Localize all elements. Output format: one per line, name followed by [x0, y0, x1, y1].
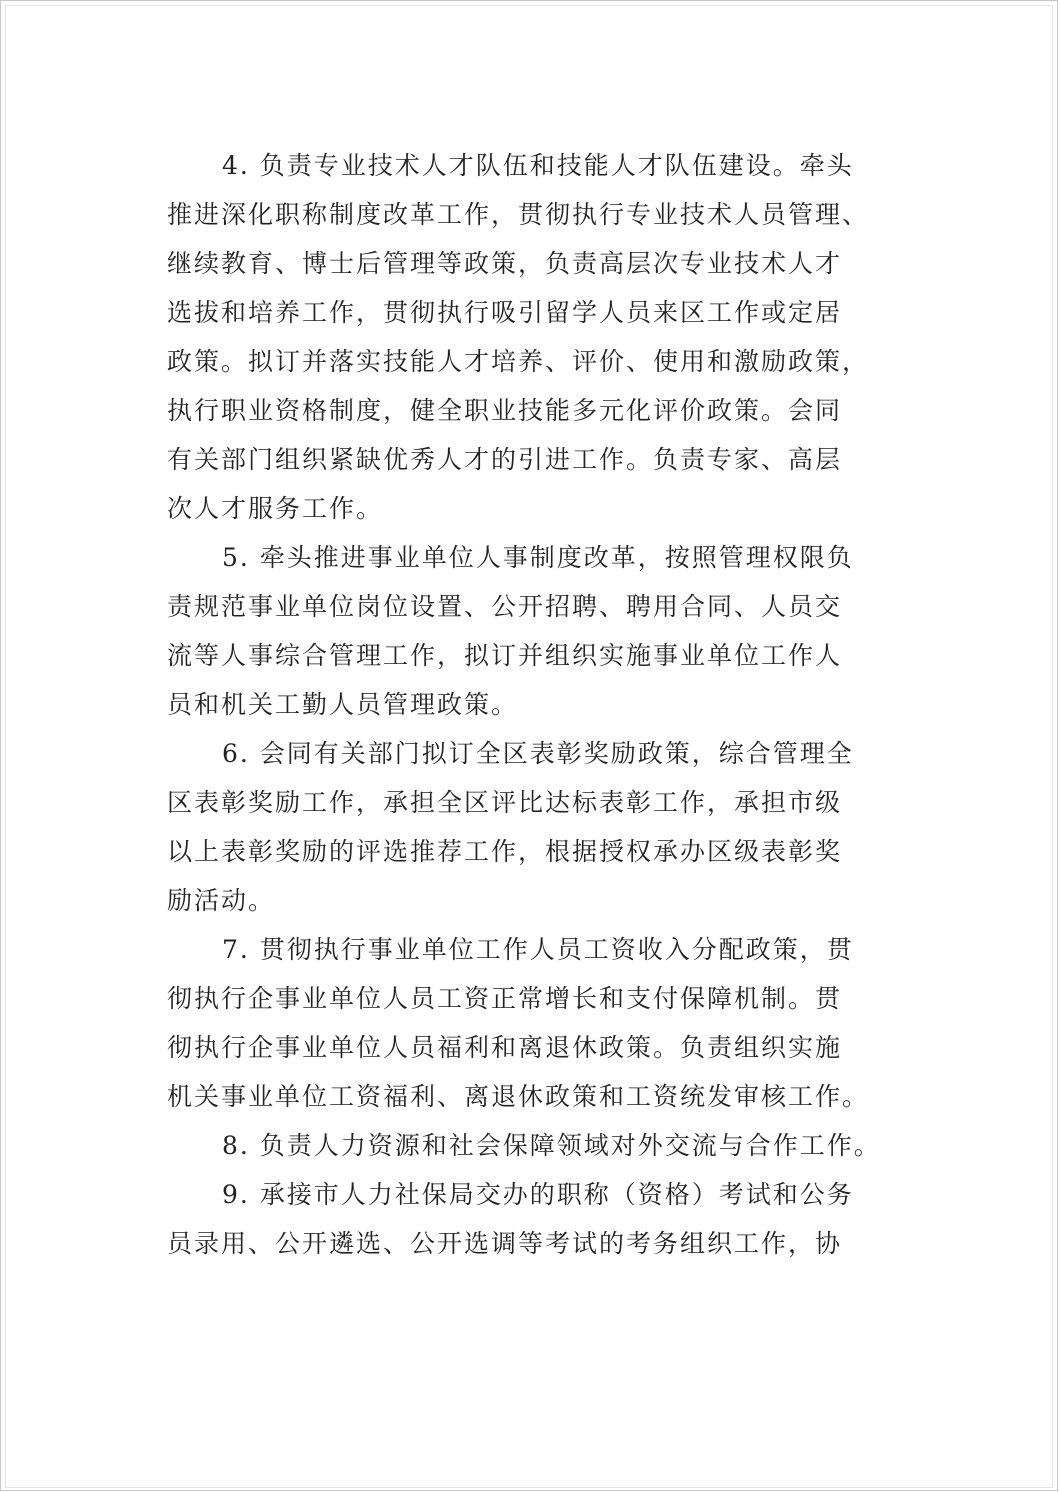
paragraph-5-line-3: 流等人事综合管理工作，拟订并组织实施事业单位工作人	[167, 641, 843, 670]
paragraph-6-line-4: 励活动。	[167, 886, 276, 915]
paragraph-6-line-2: 区表彰奖励工作，承担全区评比达标表彰工作，承担市级	[167, 788, 843, 817]
paragraph-5-line-4: 员和机关工勤人员管理政策。	[167, 690, 519, 719]
paragraph-4-line-8: 次人才服务工作。	[167, 494, 384, 523]
paragraph-9-line-1: 9. 承接市人力社保局交办的职称（资格）考试和公务	[222, 1180, 854, 1209]
paragraph-4-line-7: 有关部门组织紧缺优秀人才的引进工作。负责专家、高层	[167, 445, 843, 474]
paragraph-7-line-1: 7. 贯彻执行事业单位工作人员工资收入分配政策，贯	[222, 935, 854, 964]
paragraph-5-line-1: 5. 牵头推进事业单位人事制度改革，按照管理权限负	[222, 543, 854, 572]
paragraph-9-line-2: 员录用、公开遴选、公开选调等考试的考务组织工作，协	[167, 1229, 843, 1258]
paragraph-7-line-4: 机关事业单位工资福利、离退休政策和工资统发审核工作。	[167, 1082, 870, 1111]
paragraph-4-line-5: 政策。拟订并落实技能人才培养、评价、使用和激励政策，	[167, 347, 870, 376]
paragraph-4-line-1: 4. 负责专业技术人才队伍和技能人才队伍建设。牵头	[222, 151, 854, 180]
paragraph-4-line-4: 选拔和培养工作，贯彻执行吸引留学人员来区工作或定居	[167, 298, 843, 327]
paragraph-5-line-2: 责规范事业单位岗位设置、公开招聘、聘用合同、人员交	[167, 592, 843, 621]
paragraph-4-line-6: 执行职业资格制度，健全职业技能多元化评价政策。会同	[167, 396, 843, 425]
paragraph-6-line-1: 6. 会同有关部门拟订全区表彰奖励政策，综合管理全	[222, 739, 854, 768]
paragraph-4-line-3: 继续教育、博士后管理等政策，负责高层次专业技术人才	[167, 249, 843, 278]
paragraph-8-line-1: 8. 负责人力资源和社会保障领域对外交流与合作工作。	[222, 1131, 881, 1160]
paragraph-7-line-3: 彻执行企事业单位人员福利和离退休政策。负责组织实施	[167, 1033, 843, 1062]
document-body	[167, 141, 927, 1268]
paragraph-7-line-2: 彻执行企事业单位人员工资正常增长和支付保障机制。贯	[167, 984, 843, 1013]
paragraph-4-line-2: 推进深化职称制度改革工作，贯彻执行专业技术人员管理、	[167, 200, 870, 229]
paragraph-6-line-3: 以上表彰奖励的评选推荐工作，根据授权承办区级表彰奖	[167, 837, 843, 866]
